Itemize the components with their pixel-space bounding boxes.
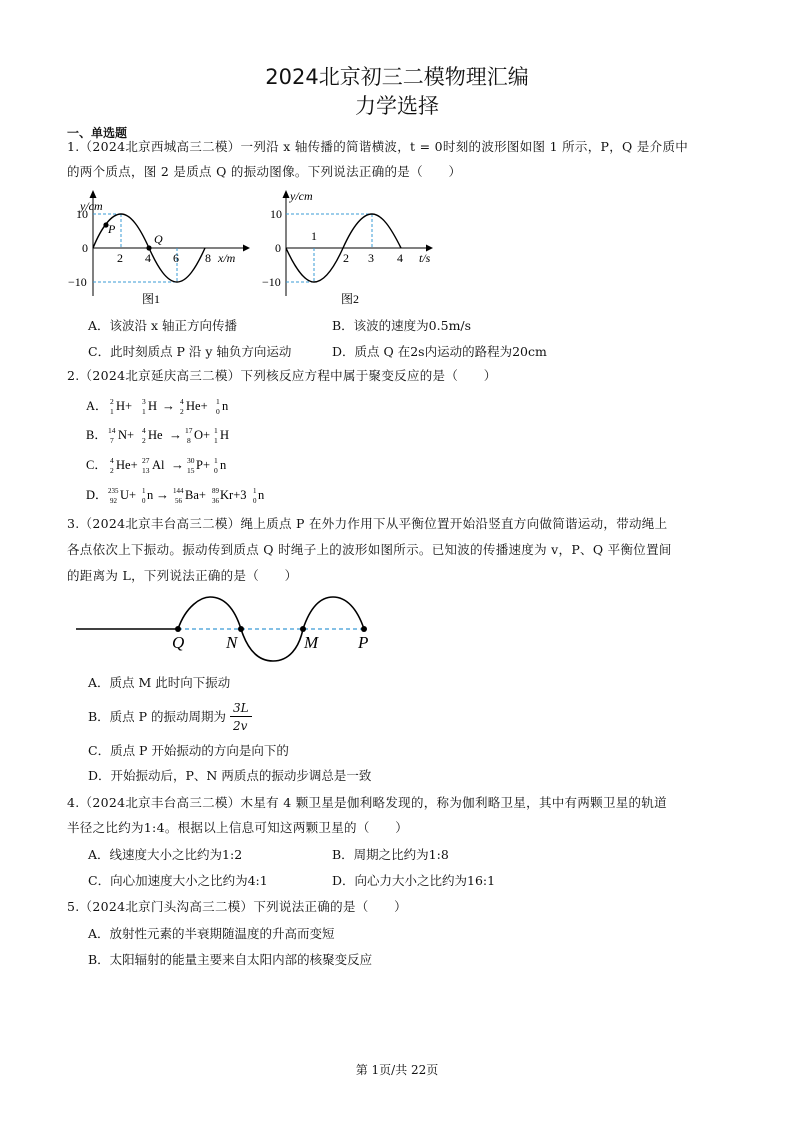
q3-rope-wave-figure [70,590,390,670]
nuclide: He+ [186,399,208,413]
fig2-y-zero: 0 [275,241,281,255]
q1-option-c[interactable]: C．此时刻质点 P 沿 y 轴负方向运动 [88,344,292,359]
arrow-icon: → [162,398,175,413]
q3-option-b-text: B．质点 P 的振动周期为 [88,709,227,724]
atomic-number: 1 [142,407,146,416]
q4-stem-line1: 4.（2024北京丰台高三二模）木星有 4 颗卫星是伽利略发现的，称为伽利略卫星，其中有两颗卫星的轨道 [67,795,667,810]
atomic-number: 8 [187,436,191,445]
page-title: 2024北京初三二模物理汇编 [265,65,529,89]
mass-number: 1 [214,426,218,435]
q5-option-b[interactable]: B．太阳辐射的能量主要来自太阳内部的核聚变反应 [88,952,373,967]
nuclide: n [147,488,154,502]
atomic-number: 0 [216,407,220,416]
point-m-label: M [304,633,319,652]
arrow-icon: → [156,487,169,502]
q2-option-b[interactable] [86,425,286,445]
fig1-tick: 8 [205,251,211,265]
q1-option-d[interactable]: D．质点 Q 在2s内运动的路程为20cm [332,344,547,359]
mass-number: 4 [142,426,146,435]
fraction-denominator: 2v [233,719,248,733]
nuclide: Al [152,458,165,472]
q1-figure2 [262,186,442,312]
atomic-number: 2 [142,436,146,445]
atomic-number: 2 [180,407,184,416]
option-label: D． [86,488,108,502]
q4-option-a[interactable]: A．线速度大小之比约为1:2 [88,847,243,862]
atomic-number: 56 [175,497,182,505]
q2-option-a[interactable] [86,396,266,416]
atomic-number: 36 [212,497,219,505]
mass-number: 3 [142,397,146,406]
q3-option-c[interactable]: C．质点 P 开始振动的方向是向下的 [88,743,289,758]
q3-stem-line1: 3.（2024北京丰台高三二模）绳上质点 P 在外力作用下从平衡位置开始沿竖直方向做简谐运动，带动绳上 [67,516,668,531]
mass-number: 30 [187,456,195,465]
mass-number: 235 [108,487,119,495]
fig2-y-bottom: −10 [262,275,281,289]
arrow-icon: → [171,457,184,472]
atomic-number: 15 [187,466,195,475]
atomic-number: 7 [110,436,114,445]
nuclide: He [148,428,163,442]
mass-number: 2 [110,397,114,406]
q1-stem-line2: 的两个质点，图 2 是质点 Q 的振动图像。下列说法正确的是（ ） [67,164,462,179]
fig2-tick: 1 [311,229,317,243]
fig2-caption: 图2 [341,292,360,306]
q1-option-a[interactable]: A．该波沿 x 轴正方向传播 [88,318,238,333]
atomic-number: 0 [142,497,146,505]
q4-option-b[interactable]: B．周期之比约为1:8 [332,847,449,862]
q3-stem-line3: 的距离为 L，下列说法正确的是（ ） [67,568,298,583]
fig2-tick: 3 [368,251,374,265]
atomic-number: 1 [110,407,114,416]
fig1-y-bottom: −10 [68,275,87,289]
q5-option-a[interactable]: A．放射性元素的半衰期随温度的升高而变短 [88,926,335,941]
fig1-tick: 6 [173,251,179,265]
fig1-y-unit: y/cm [80,199,103,213]
fig1-x-unit: x/m [218,251,236,265]
option-label: C． [86,458,107,472]
q4-stem-line2: 半径之比约为1:4。根据以上信息可知这两颗卫星的（ ） [67,820,409,835]
atomic-number: 92 [110,497,117,505]
mass-number: 4 [110,456,114,465]
mass-number: 1 [216,397,220,406]
nuclide: H [220,428,230,442]
section-heading: 一、单选题 [67,126,128,140]
fig2-tick: 2 [343,251,349,265]
fig2-y-top: 10 [270,207,282,221]
q2-option-c[interactable] [86,455,286,475]
q5-stem: 5.（2024北京门头沟高三二模）下列说法正确的是（ ） [67,899,407,914]
mass-number: 89 [212,487,219,495]
nuclide: Kr+3 [220,488,247,502]
mass-number: 14 [108,426,116,435]
atomic-number: 0 [253,497,257,505]
arrow-icon: → [169,427,182,442]
point-p-label: P [358,633,369,652]
mass-number: 1 [214,456,218,465]
nuclide: Ba+ [185,488,206,502]
fig1-tick: 2 [117,251,123,265]
q2-option-d[interactable] [86,485,306,505]
nuclide: He+ [116,458,138,472]
point-n-label: N [226,633,238,652]
point-q-label: Q [172,633,185,652]
fig1-y-zero: 0 [82,241,88,255]
fig2-y-unit: y/cm [290,189,313,203]
q3-option-a[interactable]: A．质点 M 此时向下振动 [88,675,231,690]
option-label: B． [86,428,107,442]
nuclide: N+ [118,428,135,442]
q3-stem-line2: 各点依次上下振动。振动传到质点 Q 时绳子上的波形如图所示。已知波的传播速度为 v，P、Q 平衡位置间 [67,542,672,557]
page-footer: 第 1页/共 22页 [355,1063,439,1077]
fig1-tick: 4 [145,251,151,265]
nuclide: U+ [120,488,137,502]
fraction-numerator: 3L [233,701,249,715]
fig2-tick: 4 [397,251,403,265]
nuclide: n [258,488,265,502]
atomic-number: 2 [110,466,114,475]
nuclide: O+ [194,428,211,442]
point-p-label: P [108,222,116,236]
mass-number: 1 [253,487,257,495]
q3-option-d[interactable]: D．开始振动后，P、N 两质点的振动步调总是一致 [88,768,372,783]
nuclide: n [222,399,229,413]
mass-number: 4 [180,397,184,406]
point-q-label: Q [154,232,163,246]
fig1-y-top: 10 [76,207,88,221]
atomic-number: 13 [142,466,150,475]
atomic-number: 0 [214,466,218,475]
nuclide: n [220,458,227,472]
fig1-caption: 图1 [142,292,161,306]
q1-figure1 [60,186,250,312]
q2-stem: 2.（2024北京延庆高三二模）下列核反应方程中属于聚变反应的是（ ） [67,368,497,383]
nuclide: H+ [116,399,133,413]
page-subtitle: 力学选择 [355,94,439,118]
q1-option-b[interactable]: B．该波的速度为0.5m/s [332,318,472,333]
q4-option-c[interactable]: C．向心加速度大小之比约为4:1 [88,873,268,888]
atomic-number: 1 [214,436,218,445]
q3-option-b[interactable] [88,699,288,735]
nuclide: P+ [196,458,211,472]
nuclide: H [148,399,158,413]
mass-number: 17 [185,426,193,435]
mass-number: 144 [173,487,184,495]
q4-option-d[interactable]: D．向心力大小之比约为16:1 [332,873,496,888]
mass-number: 27 [142,456,150,465]
fig2-x-unit: t/s [419,251,431,265]
mass-number: 1 [142,487,146,495]
q1-stem-line1: 1.（2024北京西城高三二模）一列沿 x 轴传播的简谐横波，t = 0时刻的波形图如图 1 所示，P，Q 是介质中 [67,139,689,154]
option-label: A． [86,399,108,413]
